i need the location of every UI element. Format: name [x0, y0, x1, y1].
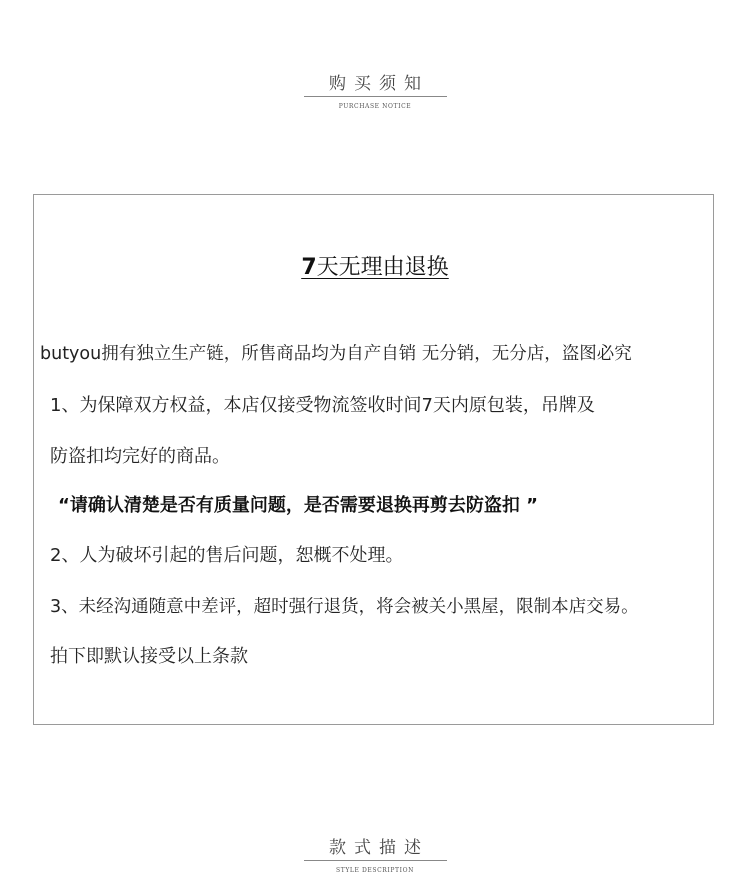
purchase-notice-divider	[304, 96, 447, 97]
style-description-subtitle: STYLE DESCRIPTION	[336, 867, 414, 874]
notice-heading-text: 天无理由退换	[316, 255, 449, 280]
purchase-notice-header	[0, 72, 750, 111]
style-description-header	[0, 836, 750, 875]
notice-line-rule-2: 2、人为破坏引起的售后问题，恕概不处理。	[50, 545, 404, 566]
notice-line-rule-3: 3、未经沟通随意中差评，超时强行退货，将会被关小黑屋，限制本店交易。	[50, 597, 639, 617]
notice-heading-number: 7	[301, 255, 317, 280]
notice-line-emphasis: “请确认清楚是否有质量问题，是否需要退换再剪去防盗扣 ”	[58, 495, 538, 516]
notice-heading	[0, 253, 750, 283]
notice-line-rule-1: 1、为保障双方权益，本店仅接受物流签收时间7天内原包装，吊牌及	[50, 395, 595, 416]
style-description-title: 款式描述	[329, 838, 429, 858]
purchase-notice-title: 购买须知	[329, 74, 429, 94]
purchase-notice-subtitle: PURCHASE NOTICE	[338, 103, 412, 110]
style-description-divider	[304, 860, 447, 861]
notice-line-brand: butyou拥有独立生产链，所售商品均为自产自销 无分销，无分店，盗图必究	[40, 344, 632, 364]
notice-line-acceptance: 拍下即默认接受以上条款	[50, 646, 248, 667]
notice-line-rule-1-cont: 防盗扣均完好的商品。	[50, 446, 230, 467]
